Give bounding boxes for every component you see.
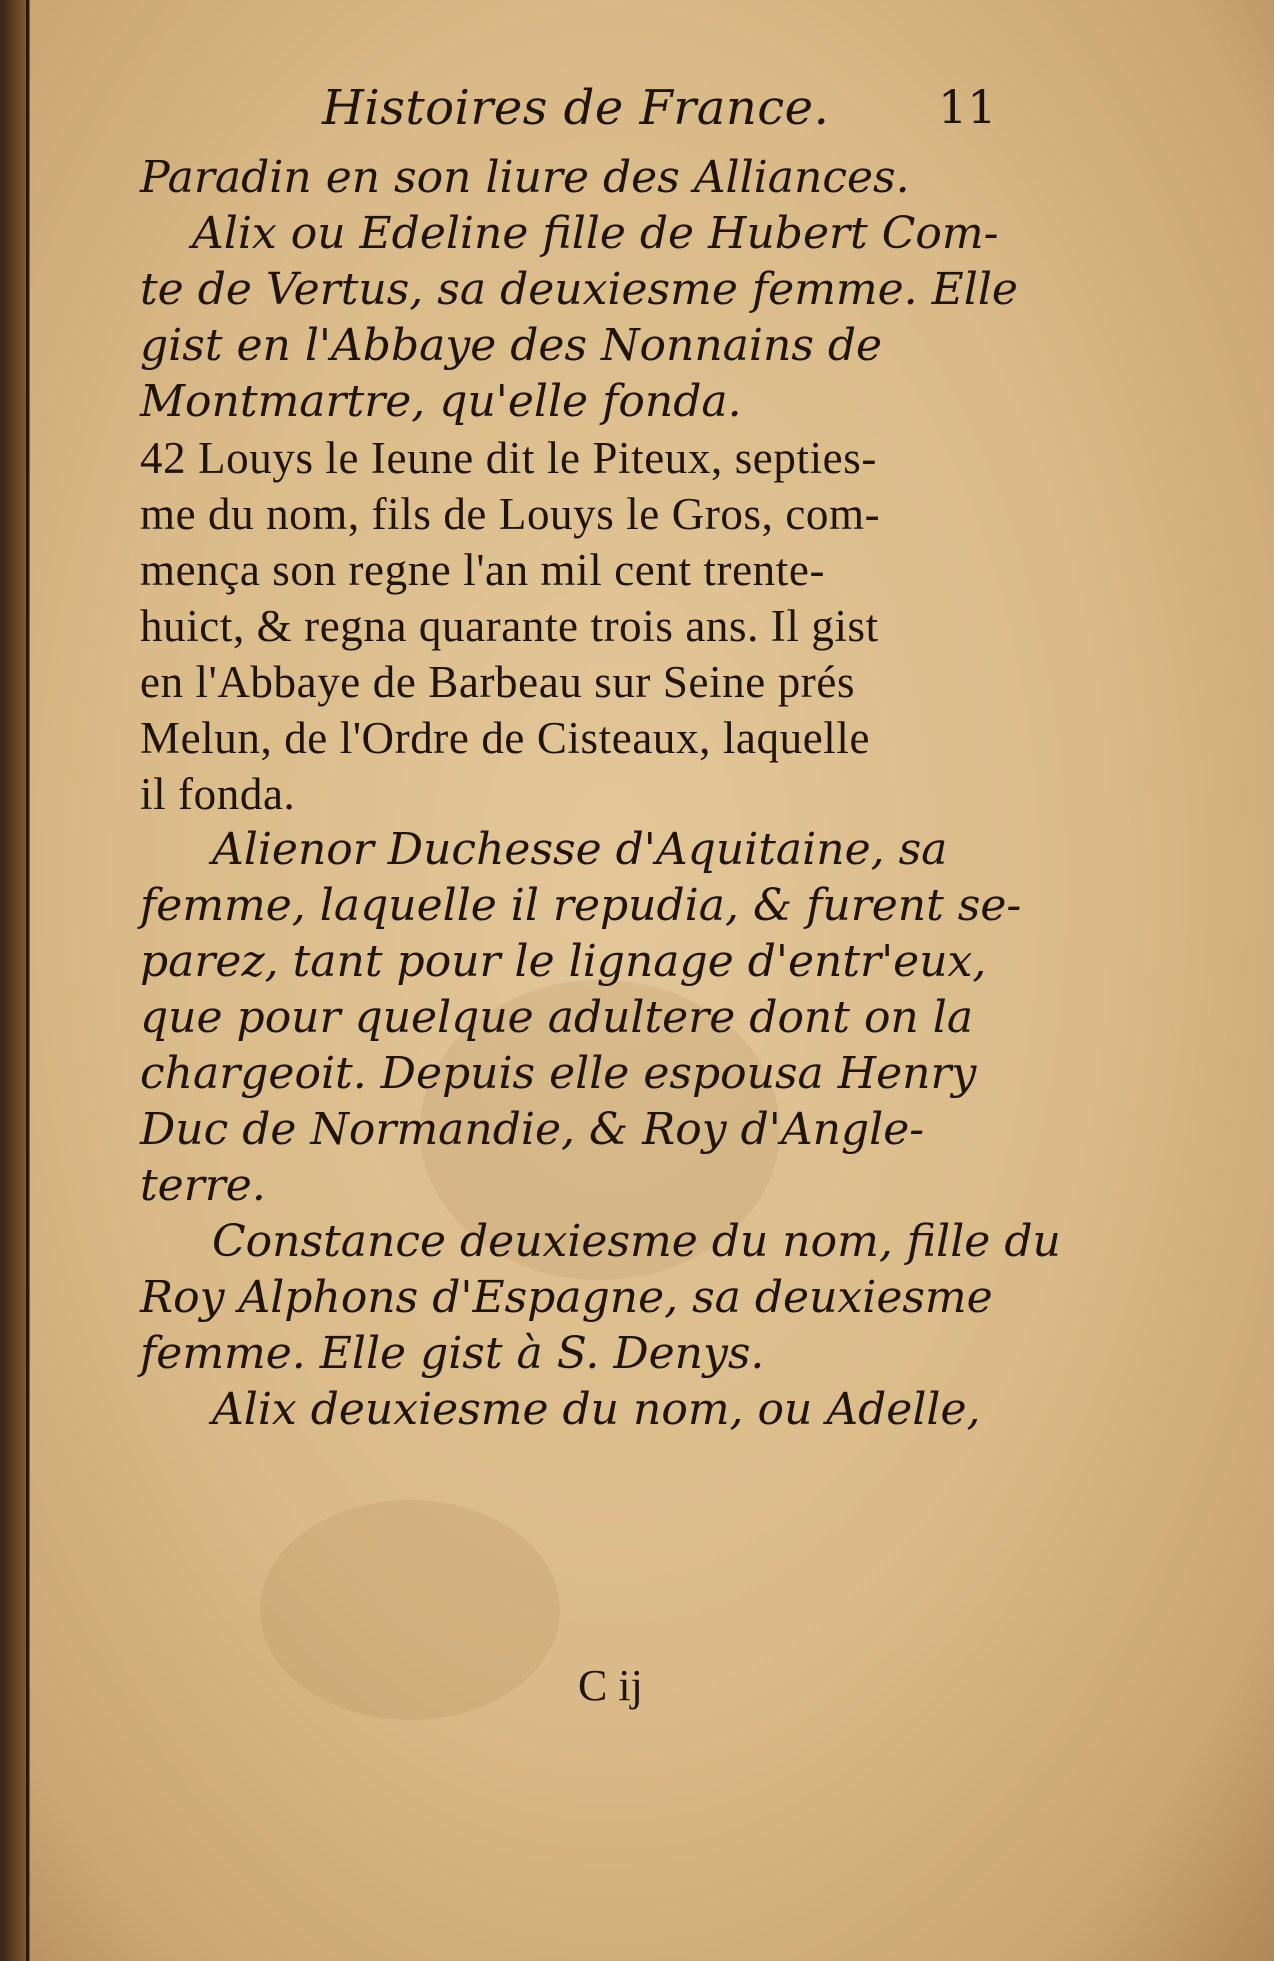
text-line: Alix ou Edeline fille de Hubert Com-	[192, 208, 999, 259]
text-line: Melun, de l'Ordre de Cisteaux, laquelle	[140, 713, 871, 763]
text-line: Paradin en son liure des Alliances.	[140, 152, 910, 203]
signature-mark: C ij	[578, 1661, 643, 1710]
text-line: que pour quelque adultere dont on la	[140, 992, 974, 1043]
page-number: 11	[938, 80, 997, 134]
text-line: gist en l'Abbaye des Nonnains de	[140, 320, 883, 371]
text-line: en l'Abbaye de Barbeau sur Seine prés	[140, 657, 856, 707]
text-line: te de Vertus, sa deuxiesme femme. Elle	[140, 264, 1018, 315]
text-line: mença son regne l'an mil cent trente-	[140, 545, 826, 595]
text-line: terre.	[140, 1160, 266, 1211]
running-head: Histoires de France.	[322, 80, 830, 136]
text-line: Alix deuxiesme du nom, ou Adelle,	[212, 1384, 981, 1435]
text-line: chargeoit. Depuis elle espousa Henry	[140, 1048, 977, 1099]
text-line: femme. Elle gist à S. Denys.	[140, 1328, 765, 1379]
text-line: Montmartre, qu'elle fonda.	[140, 376, 742, 427]
text-line: huict, & regna quarante trois ans. Il gist	[140, 601, 879, 651]
binding-edge	[26, 0, 29, 1961]
paper-stain	[260, 1500, 560, 1720]
text-line: me du nom, fils de Louys le Gros, com-	[140, 489, 881, 539]
text-line: Roy Alphons d'Espagne, sa deuxiesme	[140, 1272, 993, 1323]
text-line: Alienor Duchesse d'Aquitaine, sa	[212, 824, 948, 875]
text-line: 42 Louys le Ieune dit le Piteux, septies-	[140, 433, 877, 483]
text-line: parez, tant pour le lignage d'entr'eux,	[140, 936, 987, 987]
text-line: femme, laquelle il repudia, & furent se-	[140, 880, 1022, 931]
text-line: Duc de Normandie, & Roy d'Angle-	[140, 1104, 925, 1155]
text-line: Constance deuxiesme du nom, fille du	[212, 1216, 1061, 1267]
text-line: il fonda.	[140, 769, 296, 819]
header	[140, 80, 1150, 150]
page-text	[140, 80, 1150, 1438]
